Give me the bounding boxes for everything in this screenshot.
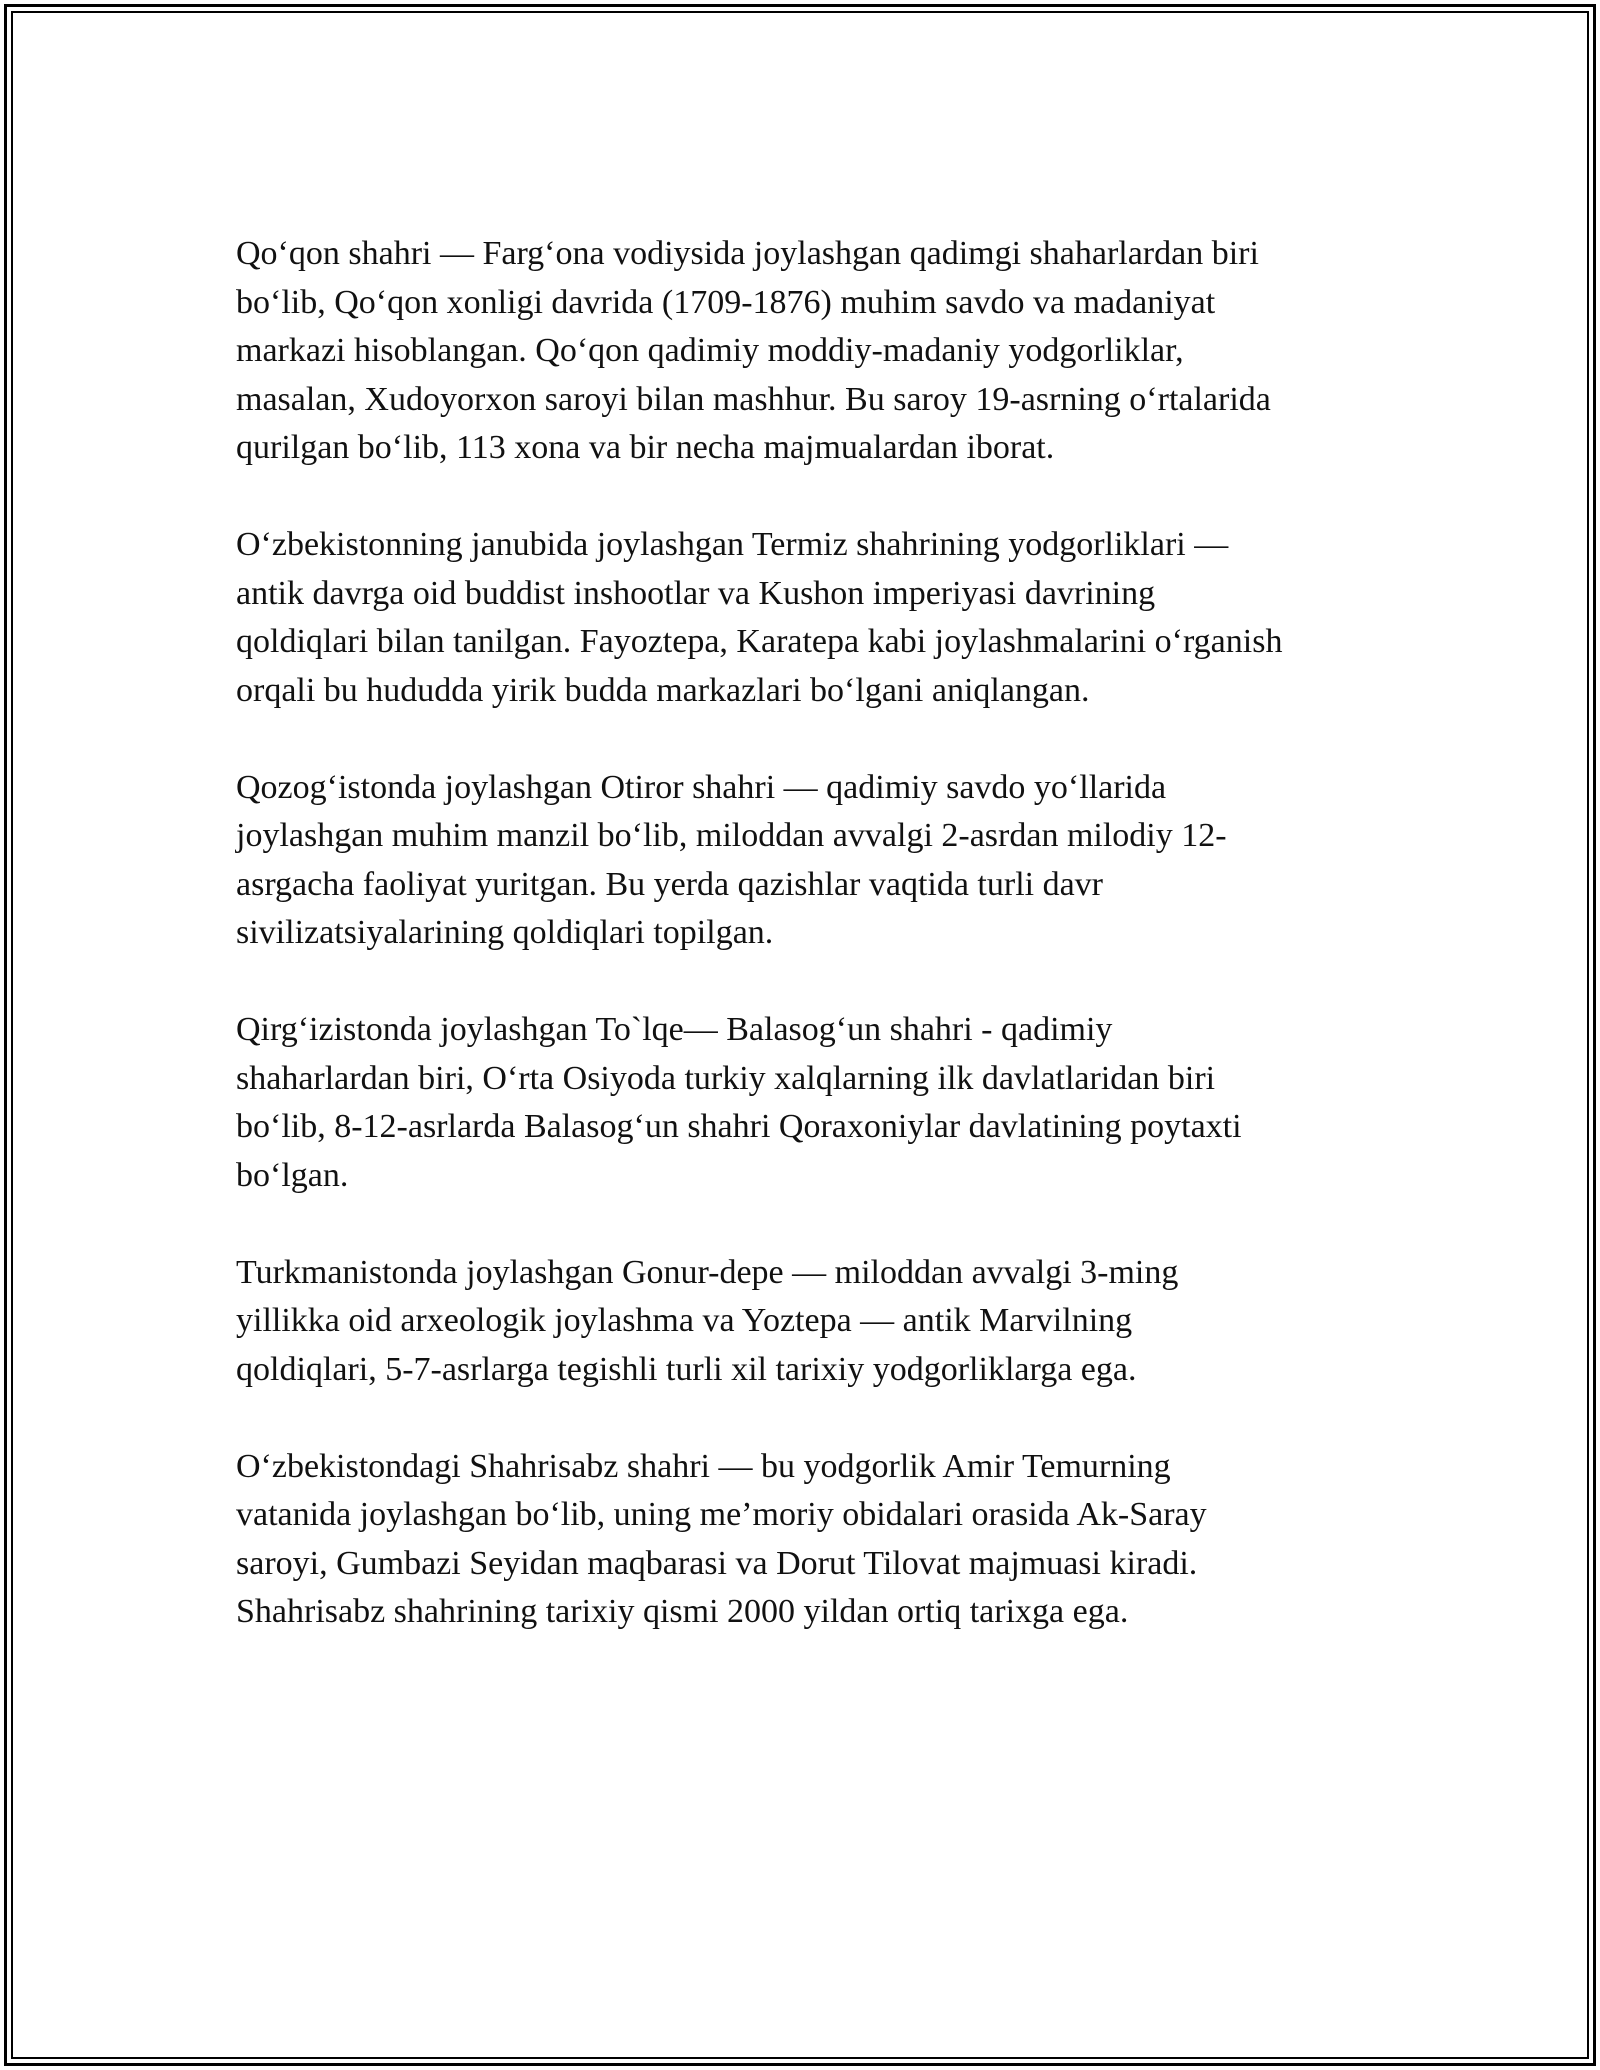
text-line: Shahrisabz shahrining tarixiy qismi 2000 yildan ortiq tarixga ega. (236, 1593, 1129, 1630)
text-line: joylashgan muhim manzil bo‘lib, miloddan avvalgi 2-asrdan milodiy 12- (236, 817, 1227, 854)
paragraph-otrar (236, 764, 1386, 958)
paragraph-balasagun (236, 1006, 1386, 1200)
paragraph-shahrisabz (236, 1443, 1386, 1637)
text-line: qurilgan bo‘lib, 113 xona va bir necha majmualardan iborat. (236, 429, 1055, 466)
text-line: Turkmanistonda joylashgan Gonur-depe — miloddan avvalgi 3-ming (236, 1253, 1179, 1291)
document-body (236, 230, 1386, 1685)
text-line: qoldiqlari, 5-7-asrlarga tegishli turli xil tarixiy yodgorliklarga ega. (236, 1350, 1137, 1388)
text-line: asrgacha faoliyat yuritgan. Bu yerda qazishlar vaqtida turli davr (236, 865, 1103, 903)
text-line: qoldiqlari bilan tanilgan. Fayoztepa, Karatepa kabi joylashmalarini o‘rganish (236, 623, 1283, 660)
text-line: Qo‘qon shahri — Farg‘ona vodiysida joylashgan qadimgi shaharlardan biri (236, 235, 1259, 272)
text-line: Qirg‘izistonda joylashgan To`lqe— Balasog‘un shahri - qadimiy (236, 1011, 1113, 1048)
text-line: yillikka oid arxeologik joylashma va Yoztepa — antik Marvilning (236, 1302, 1133, 1339)
text-line: antik davrga oid buddist inshootlar va Kushon imperiyasi davrining (236, 574, 1156, 612)
text-line: bo‘lib, Qo‘qon xonligi davrida (1709-1876) muhim savdo va madaniyat (236, 283, 1216, 321)
paragraph-kokand (236, 230, 1386, 473)
text-line: vatanida joylashgan bo‘lib, uning me’moriy obidalari orasida Ak-Saray (236, 1496, 1207, 1533)
text-line: masalan, Xudoyorxon saroyi bilan mashhur. Bu saroy 19-asrning o‘rtalarida (236, 380, 1271, 418)
text-line: sivilizatsiyalarining qoldiqlari topilgan. (236, 914, 774, 951)
paragraph-gonur-depe (236, 1249, 1386, 1395)
paragraph-termez (236, 521, 1386, 715)
text-line: saroyi, Gumbazi Seyidan maqbarasi va Dorut Tilovat majmuasi kiradi. (236, 1544, 1198, 1582)
text-line: orqali bu hududda yirik budda markazlari bo‘lgani aniqlangan. (236, 671, 1090, 709)
text-line: O‘zbekistonning janubida joylashgan Termiz shahrining yodgorliklari — (236, 526, 1229, 563)
text-line: markazi hisoblangan. Qo‘qon qadimiy moddiy-madaniy yodgorliklar, (236, 332, 1184, 369)
text-line: shaharlardan biri, O‘rta Osiyoda turkiy xalqlarning ilk davlatlaridan biri (236, 1059, 1216, 1097)
text-line: Qozog‘istonda joylashgan Otiror shahri — qadimiy savdo yo‘llarida (236, 768, 1167, 806)
text-line: bo‘lgan. (236, 1156, 349, 1194)
text-line: bo‘lib, 8-12-asrlarda Balasog‘un shahri Qoraxoniylar davlatining poytaxti (236, 1108, 1242, 1145)
text-line: O‘zbekistondagi Shahrisabz shahri — bu yodgorlik Amir Temurning (236, 1447, 1171, 1485)
